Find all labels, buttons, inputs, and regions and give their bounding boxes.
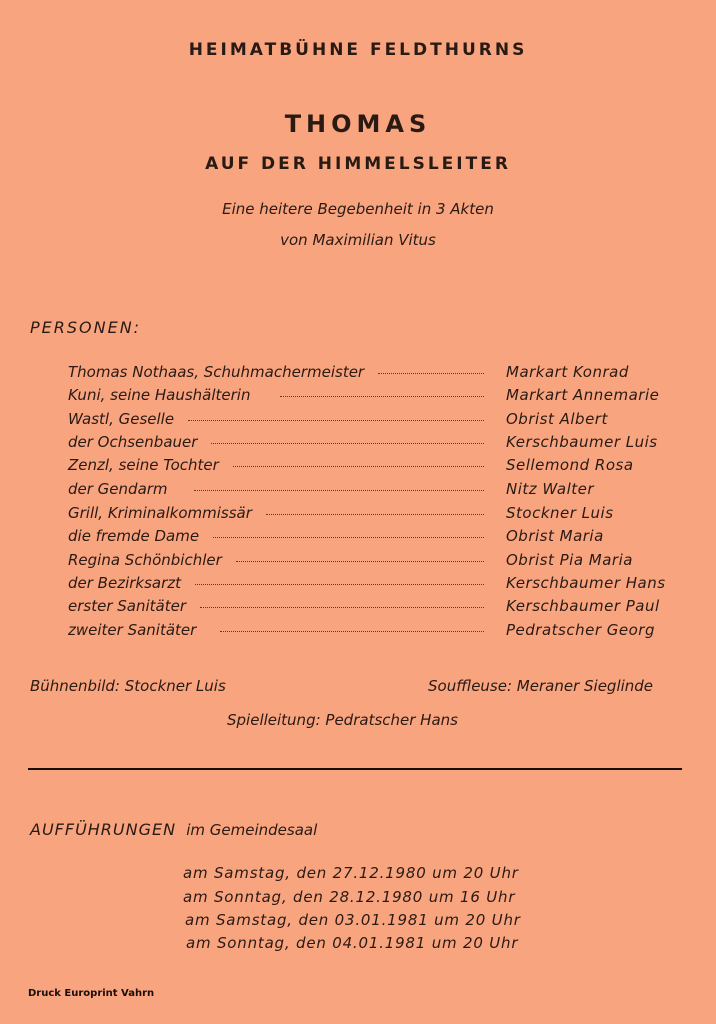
- cast-row: [68, 621, 668, 643]
- leader-dots: [195, 584, 484, 585]
- cast-actor: Kerschbaumer Paul: [506, 597, 660, 615]
- cast-row: [68, 597, 668, 619]
- cast-row: [68, 433, 668, 455]
- director-credit: Spielleitung: Pedratscher Hans: [227, 711, 458, 729]
- cast-row: [68, 527, 668, 549]
- cast-actor: Obrist Pia Maria: [506, 551, 633, 569]
- performances-title: AUFFÜHRUNGEN: [30, 820, 177, 839]
- play-subtitle: AUF DER HIMMELSLEITER: [205, 154, 511, 174]
- play-description: Eine heitere Begebenheit in 3 Akten: [222, 200, 494, 218]
- leader-dots: [378, 373, 484, 374]
- cast-role: Grill, Kriminalkommissär: [68, 504, 252, 522]
- performance-date: am Samstag, den 03.01.1981 um 20 Uhr: [185, 911, 521, 929]
- leader-dots: [233, 466, 484, 467]
- cast-actor: Stockner Luis: [506, 504, 614, 522]
- leader-dots: [194, 490, 484, 491]
- cast-row: [68, 480, 668, 502]
- cast-role: zweiter Sanitäter: [68, 621, 197, 639]
- cast-actor: Markart Konrad: [506, 363, 629, 381]
- performances-venue: im Gemeindesaal: [186, 821, 318, 839]
- leader-dots: [280, 396, 484, 397]
- cast-actor: Pedratscher Georg: [506, 621, 655, 639]
- cast-role: Wastl, Geselle: [68, 410, 175, 428]
- leader-dots: [266, 514, 484, 515]
- performance-date: am Samstag, den 27.12.1980 um 20 Uhr: [183, 864, 519, 882]
- leader-dots: [236, 561, 484, 562]
- cast-role: die fremde Dame: [68, 527, 200, 545]
- cast-actor: Markart Annemarie: [506, 386, 660, 404]
- cast-role: der Bezirksarzt: [68, 574, 182, 592]
- cast-role: Kuni, seine Haushälterin: [68, 386, 251, 404]
- cast-actor: Kerschbaumer Luis: [506, 433, 658, 451]
- cast-actor: Sellemond Rosa: [506, 456, 634, 474]
- cast-role: erster Sanitäter: [68, 597, 186, 615]
- leader-dots: [211, 443, 484, 444]
- cast-row: [68, 574, 668, 596]
- cast-role: der Gendarm: [68, 480, 168, 498]
- cast-row: [68, 410, 668, 432]
- performances-heading: [30, 820, 317, 839]
- cast-row: [68, 386, 668, 408]
- cast-role: Zenzl, seine Tochter: [68, 456, 219, 474]
- cast-row: [68, 363, 668, 385]
- leader-dots: [220, 631, 484, 632]
- cast-row: [68, 456, 668, 478]
- printer-credit: Druck Europrint Vahrn: [28, 988, 155, 999]
- cast-heading: PERSONEN:: [30, 318, 142, 337]
- cast-row: [68, 551, 668, 573]
- play-author: von Maximilian Vitus: [280, 231, 436, 249]
- cast-role: Thomas Nothaas, Schuhmachermeister: [68, 363, 365, 381]
- performance-date: am Sonntag, den 04.01.1981 um 20 Uhr: [186, 934, 519, 952]
- performance-date: am Sonntag, den 28.12.1980 um 16 Uhr: [183, 888, 516, 906]
- prompter-credit: Souffleuse: Meraner Sieglinde: [428, 677, 654, 695]
- cast-actor: Obrist Albert: [506, 410, 608, 428]
- cast-actor: Obrist Maria: [506, 527, 604, 545]
- theatre-name: HEIMATBÜHNE FELDTHURNS: [188, 40, 528, 60]
- cast-row: [68, 504, 668, 526]
- cast-role: der Ochsenbauer: [68, 433, 198, 451]
- leader-dots: [200, 607, 484, 608]
- cast-actor: Kerschbaumer Hans: [506, 574, 666, 592]
- leader-dots: [213, 537, 484, 538]
- cast-role: Regina Schönbichler: [68, 551, 222, 569]
- divider-line: [28, 768, 682, 770]
- cast-actor: Nitz Walter: [506, 480, 595, 498]
- play-title: THOMAS: [284, 110, 432, 138]
- leader-dots: [188, 420, 484, 421]
- stage-design-credit: Bühnenbild: Stockner Luis: [30, 677, 226, 695]
